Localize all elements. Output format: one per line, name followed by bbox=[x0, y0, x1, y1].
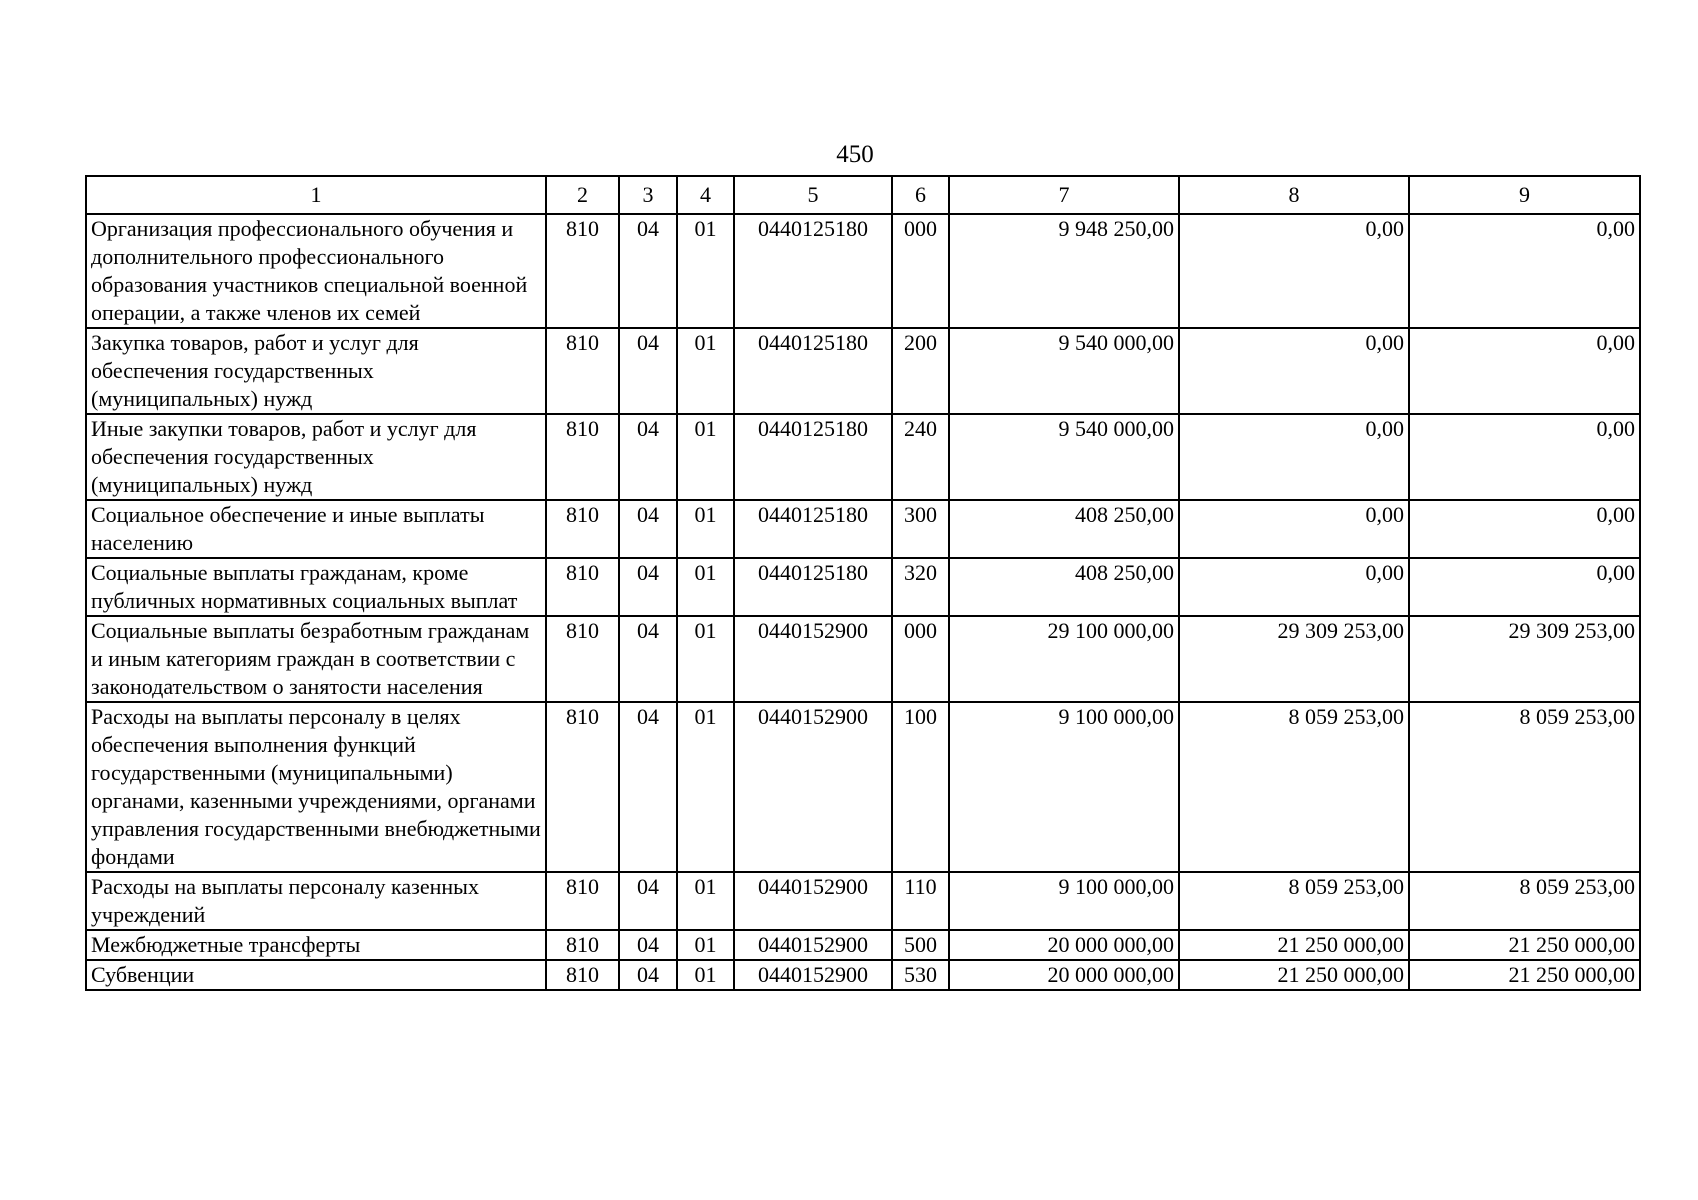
code-cell-4: 01 bbox=[677, 328, 734, 414]
amount-cell-8: 21 250 000,00 bbox=[1179, 960, 1409, 990]
code-cell-2: 810 bbox=[546, 872, 619, 930]
code-cell-3: 04 bbox=[619, 414, 677, 500]
table-row bbox=[86, 702, 1640, 872]
table-row bbox=[86, 872, 1640, 930]
code-cell-5: 0440125180 bbox=[734, 328, 892, 414]
amount-cell-7: 408 250,00 bbox=[949, 500, 1179, 558]
amount-cell-7: 29 100 000,00 bbox=[949, 616, 1179, 702]
amount-cell-7: 408 250,00 bbox=[949, 558, 1179, 616]
code-cell-2: 810 bbox=[546, 960, 619, 990]
column-header: 6 bbox=[892, 176, 949, 214]
column-header: 2 bbox=[546, 176, 619, 214]
code-cell-3: 04 bbox=[619, 500, 677, 558]
column-header: 5 bbox=[734, 176, 892, 214]
table-row bbox=[86, 960, 1640, 990]
amount-cell-7: 20 000 000,00 bbox=[949, 930, 1179, 960]
amount-cell-8: 8 059 253,00 bbox=[1179, 702, 1409, 872]
amount-cell-8: 0,00 bbox=[1179, 414, 1409, 500]
code-cell-2: 810 bbox=[546, 930, 619, 960]
table-row bbox=[86, 328, 1640, 414]
code-cell-5: 0440152900 bbox=[734, 616, 892, 702]
row-name-cell: Расходы на выплаты персоналу в целях обеспечения выполнения функций государственными (муниципальными) органами, казенными учреждениями, органами управления государственными внебюджетными фондами bbox=[86, 702, 546, 872]
code-cell-6: 500 bbox=[892, 930, 949, 960]
code-cell-4: 01 bbox=[677, 702, 734, 872]
column-number-row bbox=[86, 176, 1640, 214]
code-cell-2: 810 bbox=[546, 414, 619, 500]
code-cell-6: 300 bbox=[892, 500, 949, 558]
code-cell-6: 000 bbox=[892, 616, 949, 702]
row-name-cell: Межбюджетные трансферты bbox=[86, 930, 546, 960]
code-cell-5: 0440152900 bbox=[734, 702, 892, 872]
amount-cell-7: 9 100 000,00 bbox=[949, 872, 1179, 930]
row-name-cell: Социальные выплаты безработным гражданам и иным категориям граждан в соответствии с законодательством о занятости населения bbox=[86, 616, 546, 702]
amount-cell-9: 0,00 bbox=[1409, 328, 1640, 414]
row-name-cell: Социальные выплаты гражданам, кроме публичных нормативных социальных выплат bbox=[86, 558, 546, 616]
code-cell-2: 810 bbox=[546, 214, 619, 328]
row-name-cell: Закупка товаров, работ и услуг для обеспечения государственных (муниципальных) нужд bbox=[86, 328, 546, 414]
row-name-cell: Иные закупки товаров, работ и услуг для обеспечения государственных (муниципальных) нужд bbox=[86, 414, 546, 500]
amount-cell-9: 0,00 bbox=[1409, 414, 1640, 500]
amount-cell-7: 9 540 000,00 bbox=[949, 328, 1179, 414]
column-header: 7 bbox=[949, 176, 1179, 214]
amount-cell-7: 20 000 000,00 bbox=[949, 960, 1179, 990]
code-cell-2: 810 bbox=[546, 616, 619, 702]
code-cell-6: 100 bbox=[892, 702, 949, 872]
amount-cell-8: 0,00 bbox=[1179, 328, 1409, 414]
amount-cell-8: 0,00 bbox=[1179, 500, 1409, 558]
code-cell-6: 530 bbox=[892, 960, 949, 990]
code-cell-3: 04 bbox=[619, 872, 677, 930]
code-cell-4: 01 bbox=[677, 558, 734, 616]
amount-cell-8: 21 250 000,00 bbox=[1179, 930, 1409, 960]
code-cell-4: 01 bbox=[677, 414, 734, 500]
code-cell-4: 01 bbox=[677, 872, 734, 930]
amount-cell-9: 0,00 bbox=[1409, 558, 1640, 616]
table-row bbox=[86, 558, 1640, 616]
column-header: 8 bbox=[1179, 176, 1409, 214]
code-cell-3: 04 bbox=[619, 558, 677, 616]
code-cell-3: 04 bbox=[619, 616, 677, 702]
row-name-cell: Социальное обеспечение и иные выплаты населению bbox=[86, 500, 546, 558]
table-row bbox=[86, 414, 1640, 500]
amount-cell-8: 0,00 bbox=[1179, 214, 1409, 328]
column-header: 9 bbox=[1409, 176, 1640, 214]
row-name-cell: Расходы на выплаты персоналу казенных учреждений bbox=[86, 872, 546, 930]
code-cell-4: 01 bbox=[677, 214, 734, 328]
code-cell-5: 0440125180 bbox=[734, 500, 892, 558]
amount-cell-7: 9 948 250,00 bbox=[949, 214, 1179, 328]
code-cell-6: 240 bbox=[892, 414, 949, 500]
amount-cell-9: 8 059 253,00 bbox=[1409, 702, 1640, 872]
code-cell-3: 04 bbox=[619, 930, 677, 960]
code-cell-3: 04 bbox=[619, 214, 677, 328]
amount-cell-9: 29 309 253,00 bbox=[1409, 616, 1640, 702]
code-cell-2: 810 bbox=[546, 500, 619, 558]
code-cell-6: 320 bbox=[892, 558, 949, 616]
code-cell-4: 01 bbox=[677, 960, 734, 990]
page-number: 450 bbox=[836, 141, 874, 168]
column-header: 4 bbox=[677, 176, 734, 214]
budget-table bbox=[85, 175, 1641, 991]
amount-cell-8: 0,00 bbox=[1179, 558, 1409, 616]
code-cell-6: 000 bbox=[892, 214, 949, 328]
code-cell-4: 01 bbox=[677, 616, 734, 702]
amount-cell-9: 21 250 000,00 bbox=[1409, 930, 1640, 960]
code-cell-6: 110 bbox=[892, 872, 949, 930]
column-header: 1 bbox=[86, 176, 546, 214]
table-row bbox=[86, 500, 1640, 558]
amount-cell-8: 29 309 253,00 bbox=[1179, 616, 1409, 702]
code-cell-5: 0440152900 bbox=[734, 930, 892, 960]
amount-cell-8: 8 059 253,00 bbox=[1179, 872, 1409, 930]
amount-cell-9: 0,00 bbox=[1409, 500, 1640, 558]
code-cell-5: 0440125180 bbox=[734, 214, 892, 328]
code-cell-5: 0440152900 bbox=[734, 872, 892, 930]
code-cell-2: 810 bbox=[546, 328, 619, 414]
column-header: 3 bbox=[619, 176, 677, 214]
amount-cell-9: 21 250 000,00 bbox=[1409, 960, 1640, 990]
code-cell-2: 810 bbox=[546, 558, 619, 616]
code-cell-3: 04 bbox=[619, 960, 677, 990]
row-name-cell: Организация профессионального обучения и дополнительного профессионального образования участников специальной военной операции, а также членов их семей bbox=[86, 214, 546, 328]
code-cell-5: 0440125180 bbox=[734, 414, 892, 500]
table-row bbox=[86, 214, 1640, 328]
code-cell-3: 04 bbox=[619, 702, 677, 872]
amount-cell-9: 8 059 253,00 bbox=[1409, 872, 1640, 930]
code-cell-4: 01 bbox=[677, 930, 734, 960]
row-name-cell: Субвенции bbox=[86, 960, 546, 990]
table-row bbox=[86, 616, 1640, 702]
amount-cell-9: 0,00 bbox=[1409, 214, 1640, 328]
amount-cell-7: 9 540 000,00 bbox=[949, 414, 1179, 500]
table-row bbox=[86, 930, 1640, 960]
code-cell-3: 04 bbox=[619, 328, 677, 414]
code-cell-6: 200 bbox=[892, 328, 949, 414]
code-cell-5: 0440152900 bbox=[734, 960, 892, 990]
code-cell-2: 810 bbox=[546, 702, 619, 872]
amount-cell-7: 9 100 000,00 bbox=[949, 702, 1179, 872]
code-cell-5: 0440125180 bbox=[734, 558, 892, 616]
code-cell-4: 01 bbox=[677, 500, 734, 558]
